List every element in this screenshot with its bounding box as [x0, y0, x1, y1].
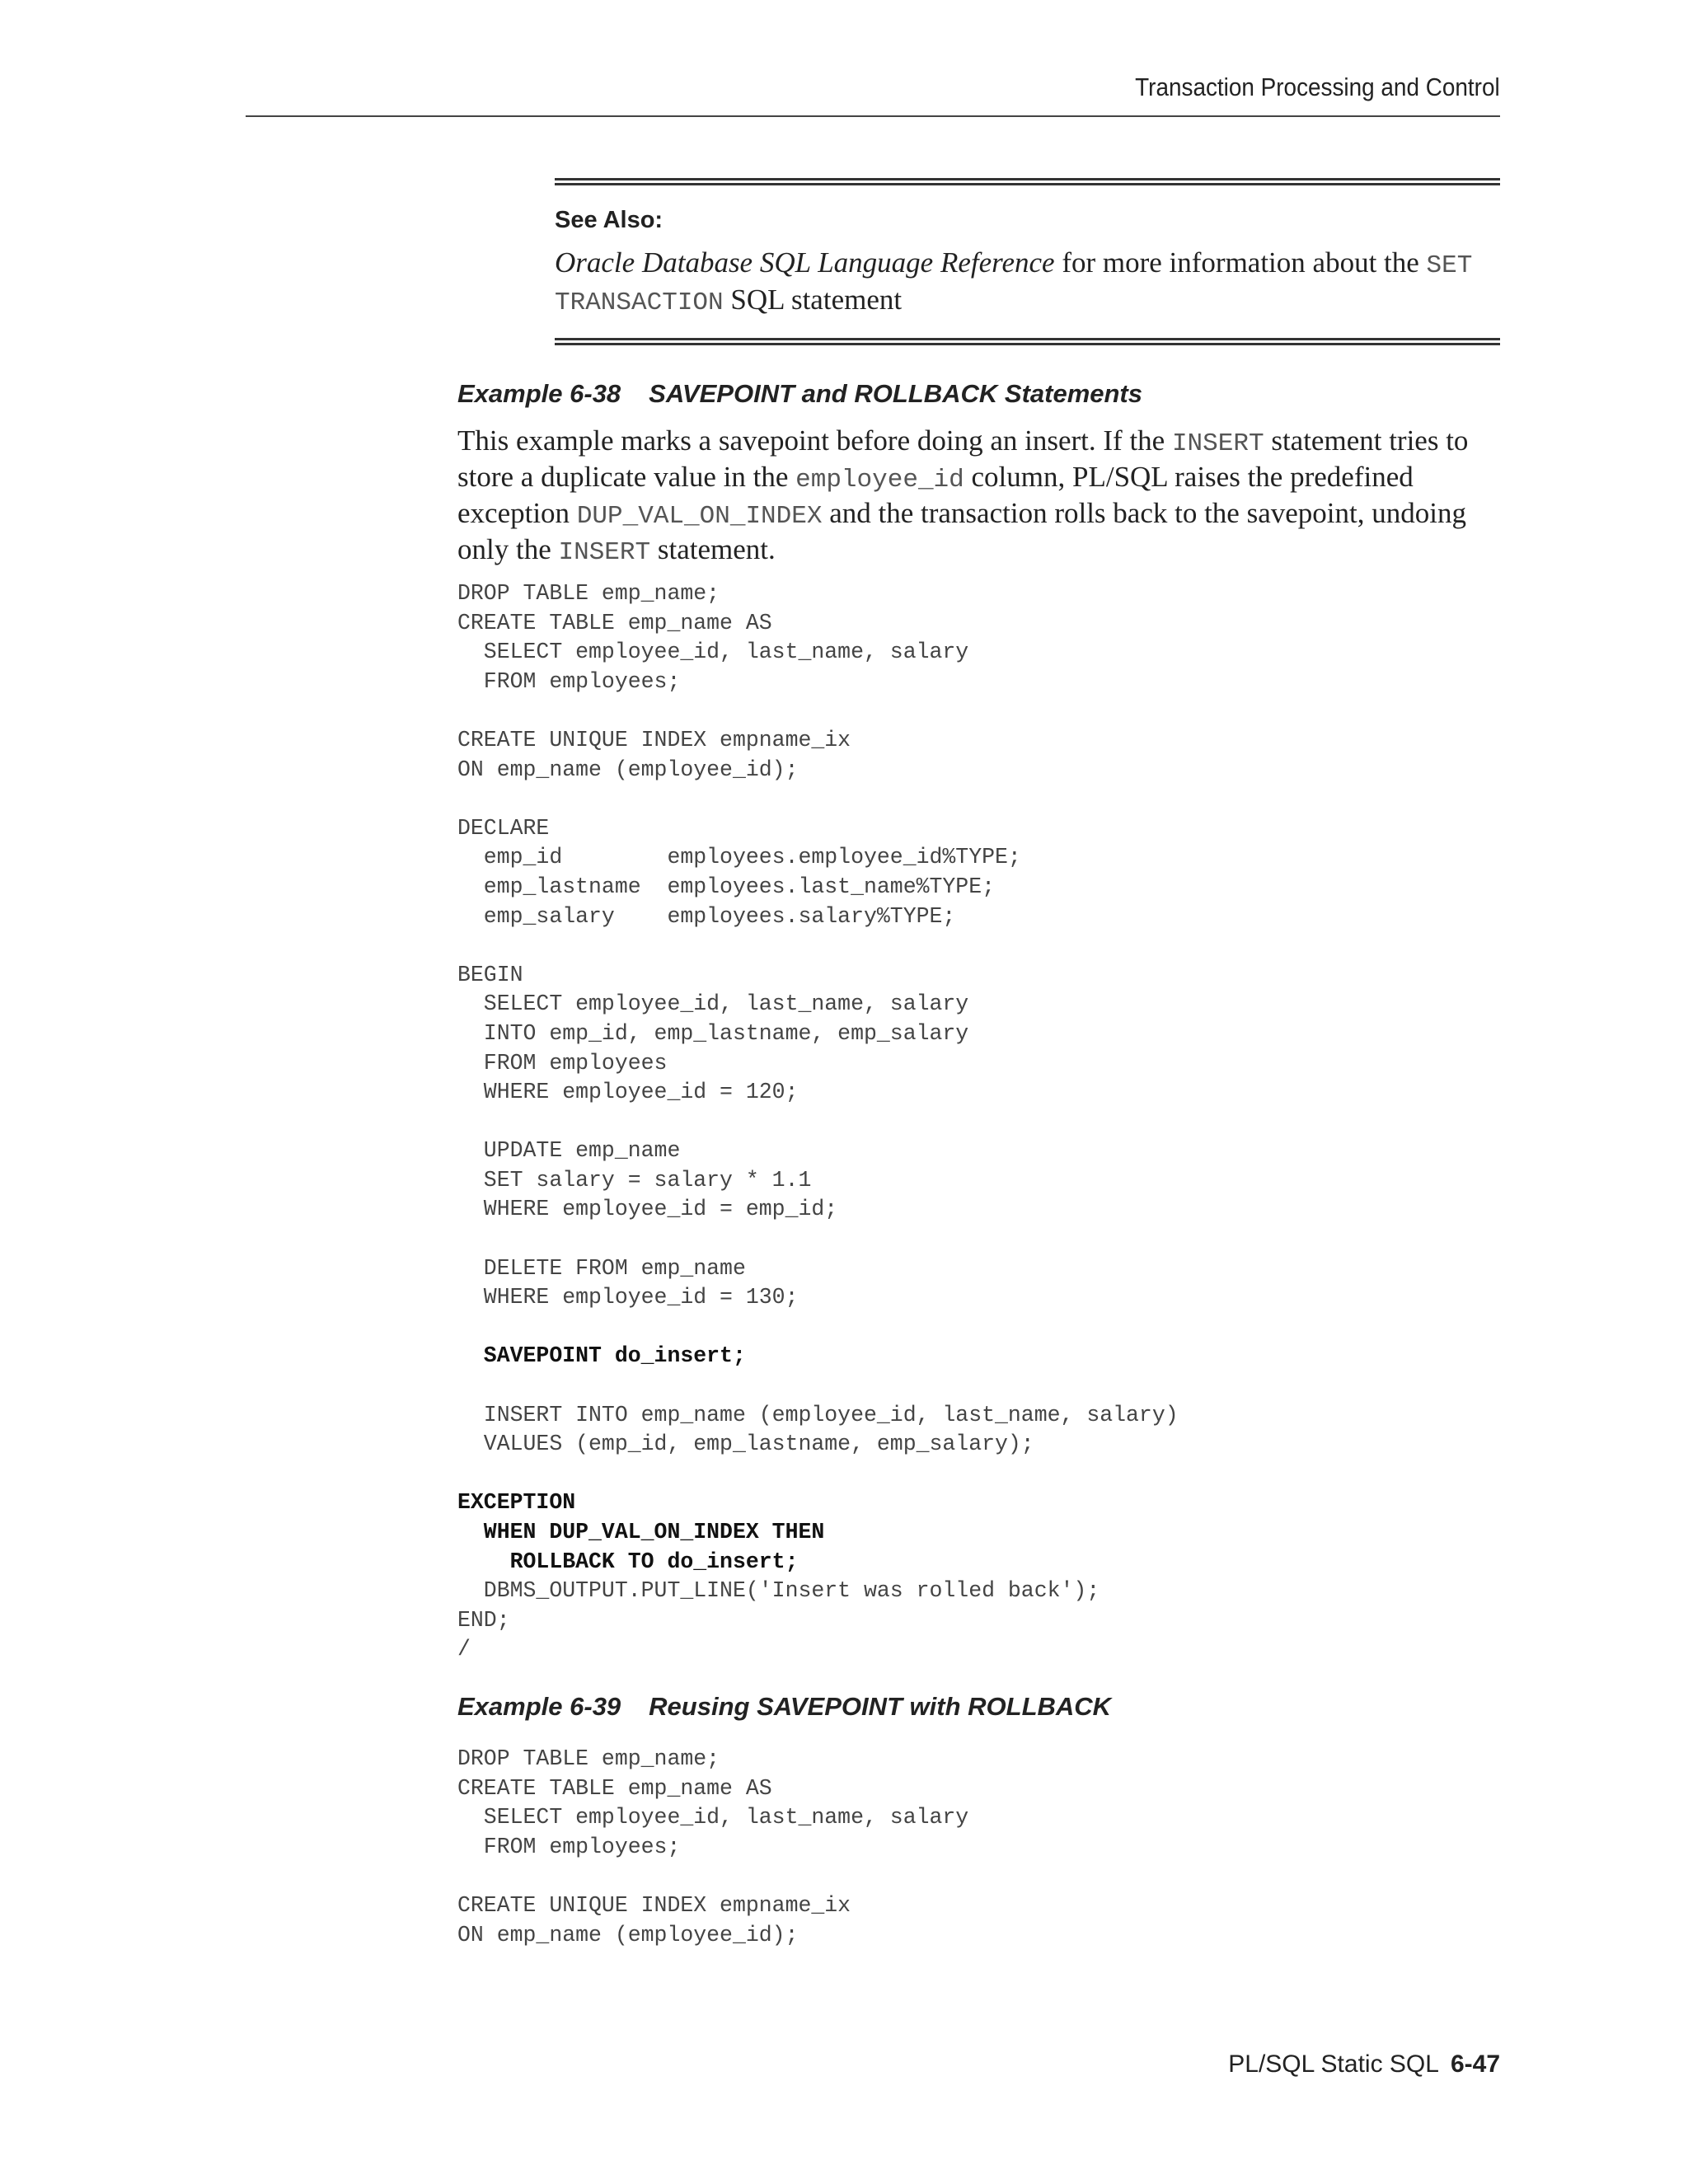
see-also-code-term: SET TRANSACTION: [555, 251, 1473, 317]
see-also-bottom-rule: [555, 338, 1500, 345]
para-code: DUP_VAL_ON_INDEX: [576, 502, 823, 531]
page-footer: [1228, 2050, 1500, 2079]
para-text: statement.: [650, 533, 776, 565]
example-6-38-code-block: [457, 579, 1504, 1665]
example-number: Example 6-39: [457, 1692, 621, 1721]
see-also-box: [555, 178, 1500, 345]
code-segment: INSERT INTO emp_name (employee_id, last_name, salary) VALUES (emp_id, emp_lastname, emp_salary);: [483, 1402, 1179, 1457]
code-bold-exception: EXCEPTION WHEN DUP_VAL_ON_INDEX THEN ROLLBACK TO do_insert;: [457, 1490, 825, 1574]
example-title: SAVEPOINT and ROLLBACK Statements: [649, 379, 1142, 408]
example-6-38-description: [457, 424, 1504, 569]
para-text: statement tries to store a duplicate value in the: [457, 424, 1469, 493]
code-bold-savepoint: SAVEPOINT do_insert;: [457, 1343, 746, 1369]
para-code: employee_id: [795, 466, 964, 494]
para-text: column, PL/SQL raises the predefined exception: [457, 461, 1414, 529]
footer-section: PL/SQL Static SQL: [1228, 2050, 1439, 2078]
see-also-text: [555, 246, 1500, 320]
para-code: INSERT: [558, 538, 651, 567]
code-segment: DROP TABLE emp_name; CREATE TABLE emp_name AS SELECT employee_id, last_name, salary FROM employees; CREATE UNIQUE INDEX empname_ix ON emp_name (employee_id); DECLARE emp_id employees.employee_id%TYPE; emp_lastname employees.last_name%TYPE; emp_salary employees.salary%TYPE; BEGIN SELECT employee_id, last_name, salary INTO emp_id, emp_lastname, emp_salary FROM employees WHERE employee_id = 120; UPDATE emp_name SET salary = salary * 1.1 WHERE employee_id = emp_id; DELETE FROM emp_name WHERE employee_id = 130;: [457, 581, 1021, 1310]
header-rule: [246, 115, 1500, 117]
example-6-39-code-block: [457, 1745, 1504, 1950]
running-header: Transaction Processing and Control: [1135, 73, 1500, 101]
para-code: INSERT: [1171, 429, 1264, 458]
see-also-title: See Also:: [555, 207, 663, 233]
book-title-link: Oracle Database SQL Language Reference: [555, 246, 1055, 279]
example-6-38-heading: [457, 379, 1504, 409]
see-also-top-rule: [555, 178, 1500, 185]
example-6-39-heading: [457, 1692, 1504, 1722]
example-number: Example 6-38: [457, 379, 621, 408]
code-listing: DROP TABLE emp_name; CREATE TABLE emp_name AS SELECT employee_id, last_name, salary FROM employees; CREATE UNIQUE INDEX empname_ix ON emp_name (employee_id);: [457, 1746, 969, 1947]
para-text: and the transaction rolls back to the savepoint, undoing only the: [457, 497, 1466, 565]
example-title: Reusing SAVEPOINT with ROLLBACK: [649, 1692, 1112, 1721]
code-segment: DBMS_OUTPUT.PUT_LINE('Insert was rolled back'); END; /: [457, 1578, 1100, 1662]
see-also-text-1: for more information about the: [1054, 246, 1427, 279]
see-also-text-2: SQL statement: [723, 284, 903, 316]
page-number: 6-47: [1450, 2050, 1500, 2078]
para-text: This example marks a savepoint before doing an insert. If the: [457, 424, 1172, 457]
